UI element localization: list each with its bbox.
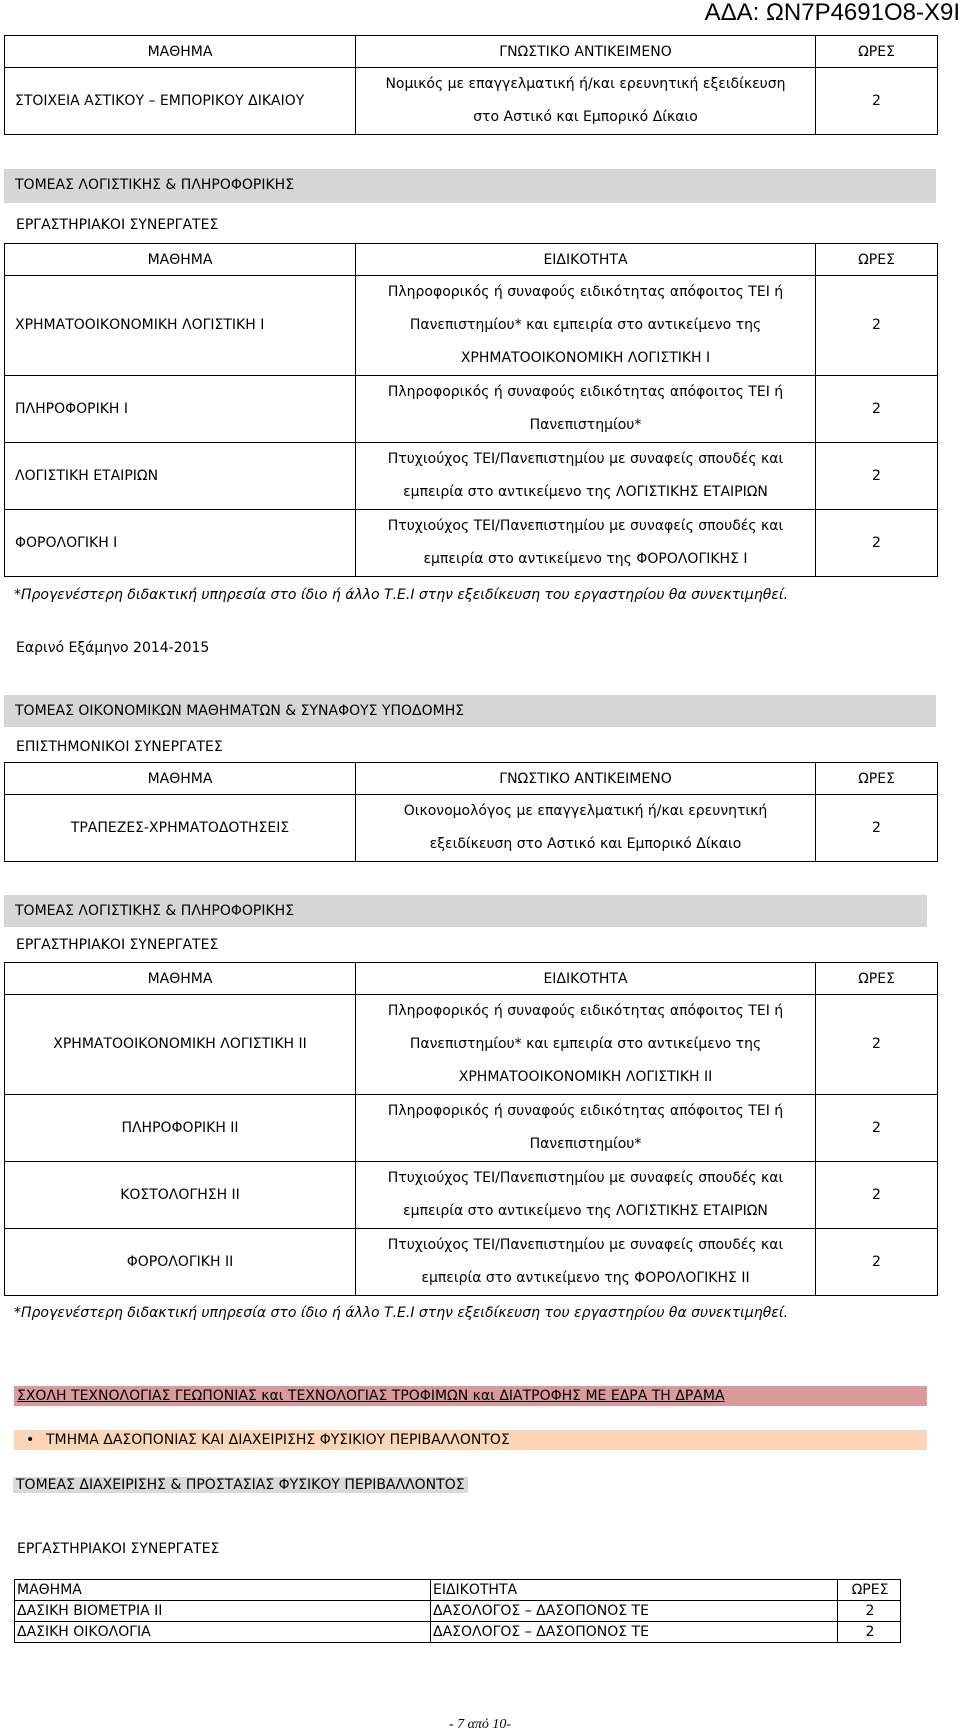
table-row <box>15 1601 901 1622</box>
table-row <box>5 443 938 510</box>
hours-cell: 2 <box>816 376 938 443</box>
course-name: ΦΟΡΟΛΟΓΙΚΗ ΙΙ <box>5 1229 356 1296</box>
header-subject: ΓΝΩΣΤΙΚΟ ΑΝΤΙΚΕΙΜΕΝΟ <box>356 36 816 68</box>
table-row <box>5 276 938 376</box>
group-title: ΕΡΓΑΣΤΗΡΙΑΚΟΙ ΣΥΝΕΡΓΑΤΕΣ <box>16 937 219 953</box>
header-hours: ΩΡΕΣ <box>816 763 938 795</box>
page-number: - 7 από 10- <box>448 1717 512 1732</box>
hours-cell: 2 <box>816 795 938 862</box>
hours-cell: 2 <box>816 995 938 1095</box>
department-title: ΤΜΗΜΑ ΔΑΣΟΠΟΝΙΑΣ ΚΑΙ ΔΙΑΧΕΙΡΙΣΗΣ ΦΥΣΙΚΙΟΥ ΠΕΡΙΒΑΛΛΟΝΤΟΣ <box>46 1432 510 1448</box>
table-row <box>5 795 938 862</box>
specialty-cell: Πληροφορικός ή συναφούς ειδικότητας απόφοιτος ΤΕΙ ή Πανεπιστημίου* <box>356 1095 816 1162</box>
header-course: ΜΑΘΗΜΑ <box>5 36 356 68</box>
specialty-cell: Πτυχιούχος ΤΕΙ/Πανεπιστημίου με συναφείς σπουδές και εμπειρία στο αντικείμενο της ΛΟΓΙΣΤΙΚΗΣ ΕΤΑΙΡΙΩΝ <box>356 1162 816 1229</box>
department-item <box>14 1430 927 1450</box>
hours-cell: 2 <box>816 1162 938 1229</box>
header-course: ΜΑΘΗΜΑ <box>5 763 356 795</box>
table-row <box>5 995 938 1095</box>
table-header-row <box>5 36 938 68</box>
header-course: ΜΑΘΗΜΑ <box>15 1580 431 1601</box>
header-hours: ΩΡΕΣ <box>838 1580 901 1601</box>
table-row <box>5 1162 938 1229</box>
forestry-table <box>14 1579 901 1643</box>
course-name: ΛΟΓΙΣΤΙΚΗ ΕΤΑΙΡΙΩΝ <box>5 443 356 510</box>
table-row <box>5 376 938 443</box>
course-name: ΠΛΗΡΟΦΟΡΙΚΗ Ι <box>5 376 356 443</box>
group-title: ΕΡΓΑΣΤΗΡΙΑΚΟΙ ΣΥΝΕΡΓΑΤΕΣ <box>17 1541 220 1557</box>
sector-title: ΤΟΜΕΑΣ ΔΙΑΧΕΙΡΙΣΗΣ & ΠΡΟΣΤΑΣΙΑΣ ΦΥΣΙΚΟΥ ΠΕΡΙΒΑΛΛΟΝΤΟΣ <box>13 1474 468 1495</box>
table-row <box>5 1229 938 1296</box>
table-header-row <box>15 1580 901 1601</box>
school-title: ΣΧΟΛΗ ΤΕΧΝΟΛΟΓΙΑΣ ΓΕΩΠΟΝΙΑΣ και ΤΕΧΝΟΛΟΓΙΑΣ ΤΡΟΦΙΜΩΝ και ΔΙΑΤΡΟΦΗΣ ΜΕ ΕΔΡΑ ΤΗ ΔΡΑΜΑ <box>14 1386 927 1406</box>
table-row <box>5 510 938 577</box>
hours-cell: 2 <box>816 1095 938 1162</box>
specialty-cell: Πληροφορικός ή συναφούς ειδικότητας απόφοιτος ΤΕΙ ή Πανεπιστημίου* και εμπειρία στο αντικείμενο της ΧΡΗΜΑΤΟΟΙΚΟΝΟΜΙΚΗ ΛΟΓΙΣΤΙΚΗ ΙΙ <box>356 995 816 1095</box>
header-subject: ΓΝΩΣΤΙΚΟ ΑΝΤΙΚΕΙΜΕΝΟ <box>356 763 816 795</box>
table-header-row <box>5 963 938 995</box>
accounting-lab-table <box>4 243 938 577</box>
header-hours: ΩΡΕΣ <box>816 36 938 68</box>
hours-cell: 2 <box>816 443 938 510</box>
specialty-cell: Πληροφορικός ή συναφούς ειδικότητας απόφοιτος ΤΕΙ ή Πανεπιστημίου* και εμπειρία στο αντικείμενο της ΧΡΗΜΑΤΟΟΙΚΟΝΟΜΙΚΗ ΛΟΓΙΣΤΙΚΗ Ι <box>356 276 816 376</box>
header-hours: ΩΡΕΣ <box>816 963 938 995</box>
header-course: ΜΑΘΗΜΑ <box>5 963 356 995</box>
ada-code: ΑΔΑ: ΩΝ7Ρ4691Ο8-Χ9Ι <box>704 0 960 26</box>
group-title: ΕΡΓΑΣΤΗΡΙΑΚΟΙ ΣΥΝΕΡΓΑΤΕΣ <box>16 217 219 233</box>
specialty-cell: ΔΑΣΟΛΟΓΟΣ – ΔΑΣΟΠΟΝΟΣ ΤΕ <box>431 1601 838 1622</box>
table-row <box>5 1095 938 1162</box>
course-name: ΤΡΑΠΕΖΕΣ-ΧΡΗΜΑΤΟΔΟΤΗΣΕΙΣ <box>5 795 356 862</box>
accounting-lab-table-2 <box>4 962 938 1296</box>
civil-law-table <box>4 35 938 135</box>
table-header-row <box>5 763 938 795</box>
course-name: ΦΟΡΟΛΟΓΙΚΗ Ι <box>5 510 356 577</box>
header-specialty: ΕΙΔΙΚΟΤΗΤΑ <box>356 963 816 995</box>
hours-cell: 2 <box>838 1622 901 1643</box>
course-name: ΧΡΗΜΑΤΟΟΙΚΟΝΟΜΙΚΗ ΛΟΓΙΣΤΙΚΗ Ι <box>5 276 356 376</box>
table-row <box>5 68 938 135</box>
course-name: ΔΑΣΙΚΗ ΟΙΚΟΛΟΓΙΑ <box>15 1622 431 1643</box>
semester-title: Εαρινό Εξάμηνο 2014-2015 <box>16 640 210 656</box>
group-title: ΕΠΙΣΤΗΜΟΝΙΚΟΙ ΣΥΝΕΡΓΑΤΕΣ <box>16 739 223 755</box>
specialty-cell: ΔΑΣΟΛΟΓΟΣ – ΔΑΣΟΠΟΝΟΣ ΤΕ <box>431 1622 838 1643</box>
course-name: ΧΡΗΜΑΤΟΟΙΚΟΝΟΜΙΚΗ ΛΟΓΙΣΤΙΚΗ ΙΙ <box>5 995 356 1095</box>
hours-cell: 2 <box>838 1601 901 1622</box>
course-name: ΣΤΟΙΧΕΙΑ ΑΣΤΙΚΟΥ – ΕΜΠΟΡΙΚΟΥ ΔΙΚΑΙΟΥ <box>5 68 356 135</box>
hours-cell: 2 <box>816 510 938 577</box>
header-hours: ΩΡΕΣ <box>816 244 938 276</box>
subject-cell: Νομικός με επαγγελματική ή/και ερευνητική εξειδίκευση στο Αστικό και Εμπορικό Δίκαιο <box>356 68 816 135</box>
course-name: ΠΛΗΡΟΦΟΡΙΚΗ ΙΙ <box>5 1095 356 1162</box>
hours-cell: 2 <box>816 1229 938 1296</box>
bullet-icon: • <box>26 1432 35 1448</box>
sector-band: ΤΟΜΕΑΣ ΛΟΓΙΣΤΙΚΗΣ & ΠΛΗΡΟΦΟΡΙΚΗΣ <box>4 169 936 203</box>
header-specialty: ΕΙΔΙΚΟΤΗΤΑ <box>356 244 816 276</box>
course-name: ΔΑΣΙΚΗ ΒΙΟΜΕΤΡΙΑ ΙΙ <box>15 1601 431 1622</box>
hours-cell: 2 <box>816 68 938 135</box>
table-row <box>15 1622 901 1643</box>
hours-cell: 2 <box>816 276 938 376</box>
footnote: *Προγενέστερη διδακτική υπηρεσία στο ίδιο ή άλλο Τ.Ε.Ι στην εξειδίκευση του εργαστηρίου θα συνεκτιμηθεί. <box>14 587 789 603</box>
sector-band: ΤΟΜΕΑΣ ΟΙΚΟΝΟΜΙΚΩΝ ΜΑΘΗΜΑΤΩΝ & ΣΥΝΑΦΟΥΣ ΥΠΟΔΟΜΗΣ <box>4 695 936 727</box>
header-course: ΜΑΘΗΜΑ <box>5 244 356 276</box>
specialty-cell: Πτυχιούχος ΤΕΙ/Πανεπιστημίου με συναφείς σπουδές και εμπειρία στο αντικείμενο της ΦΟΡΟΛΟΓΙΚΗΣ ΙΙ <box>356 1229 816 1296</box>
sector-band: ΤΟΜΕΑΣ ΛΟΓΙΣΤΙΚΗΣ & ΠΛΗΡΟΦΟΡΙΚΗΣ <box>4 895 927 927</box>
subject-cell: Οικονομολόγος με επαγγελματική ή/και ερευνητική εξειδίκευση στο Αστικό και Εμπορικό Δίκαιο <box>356 795 816 862</box>
table-header-row <box>5 244 938 276</box>
header-specialty: ΕΙΔΙΚΟΤΗΤΑ <box>431 1580 838 1601</box>
specialty-cell: Πτυχιούχος ΤΕΙ/Πανεπιστημίου με συναφείς σπουδές και εμπειρία στο αντικείμενο της ΛΟΓΙΣΤΙΚΗΣ ΕΤΑΙΡΙΩΝ <box>356 443 816 510</box>
specialty-cell: Πτυχιούχος ΤΕΙ/Πανεπιστημίου με συναφείς σπουδές και εμπειρία στο αντικείμενο της ΦΟΡΟΛΟΓΙΚΗΣ Ι <box>356 510 816 577</box>
footnote: *Προγενέστερη διδακτική υπηρεσία στο ίδιο ή άλλο Τ.Ε.Ι στην εξειδίκευση του εργαστηρίου θα συνεκτιμηθεί. <box>14 1305 789 1321</box>
specialty-cell: Πληροφορικός ή συναφούς ειδικότητας απόφοιτος ΤΕΙ ή Πανεπιστημίου* <box>356 376 816 443</box>
banking-table <box>4 762 938 862</box>
course-name: ΚΟΣΤΟΛΟΓΗΣΗ ΙΙ <box>5 1162 356 1229</box>
